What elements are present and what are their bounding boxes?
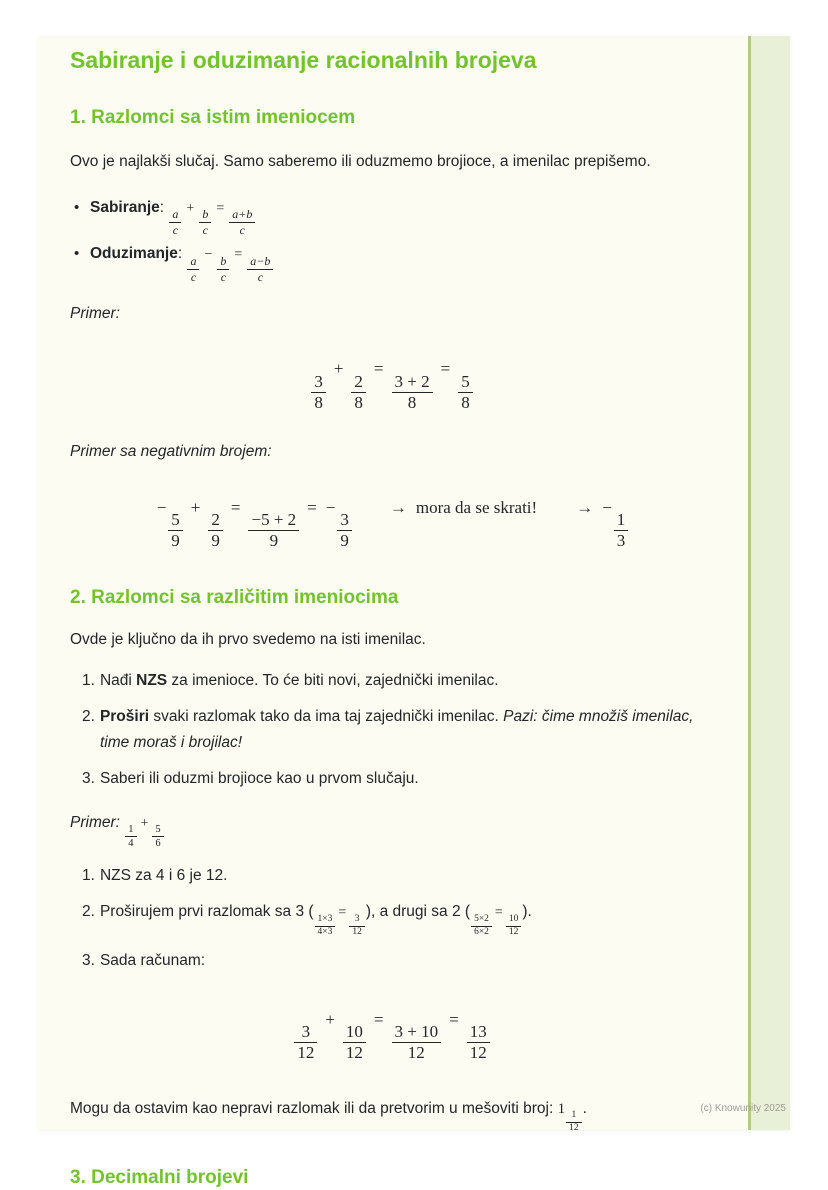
rule-addition-formula — [168, 200, 256, 237]
section1-intro: Ovo je najlakši slučaj. Samo saberemo ili oduzmemo brojioce, a imenilac prepišemo. — [70, 152, 651, 170]
operator: = — [307, 497, 317, 517]
step-item-2 — [82, 704, 714, 756]
denominator: 12 — [294, 1042, 317, 1062]
text: za imenioce. To će biti novi, zajednički imenilac. — [167, 671, 499, 689]
fraction — [208, 511, 223, 550]
text: . — [582, 1099, 587, 1117]
denominator: 6×2 — [471, 926, 492, 938]
copyright: (c) Knowunity 2025 — [700, 1103, 786, 1114]
fraction — [471, 915, 492, 938]
display-formula-1 — [70, 359, 714, 411]
step-text: NZS za 4 i 6 je 12. — [99, 867, 228, 885]
denominator: 12 — [506, 926, 522, 938]
denominator: 9 — [248, 530, 299, 550]
primer-label: Primer: — [70, 305, 120, 323]
numerator: 3 + 10 — [394, 1022, 439, 1042]
bold-text: NZS — [136, 671, 168, 689]
denominator: 8 — [351, 392, 366, 412]
operator: + — [333, 359, 344, 379]
fraction — [392, 373, 433, 412]
operator: = — [216, 200, 225, 216]
section1-heading: 1. Razlomci sa istim imeniocem — [70, 106, 356, 128]
italic-warning: Pazi: čime množiš imenilac, time moraš i brojilac! — [99, 707, 694, 751]
colon: : — [177, 245, 187, 263]
colon: : — [159, 198, 169, 216]
text: ), a drugi sa 2 ( — [365, 903, 471, 921]
denominator: 9 — [168, 530, 183, 550]
example-step-1 — [82, 863, 714, 889]
display-formula-2 — [70, 498, 714, 550]
numerator: 2 — [211, 509, 220, 529]
numerator: 3 — [340, 509, 349, 529]
numerator: b — [220, 253, 227, 268]
minus-sign: − — [156, 497, 167, 517]
fraction — [614, 511, 629, 550]
operator: = — [338, 905, 347, 921]
section2-heading: 2. Razlomci sa različitim imeniocima — [70, 586, 399, 608]
numerator: a — [172, 207, 179, 222]
denominator: c — [229, 222, 255, 237]
step-number: 3. — [82, 769, 95, 787]
fraction — [506, 915, 522, 938]
numerator: 5 — [155, 824, 161, 836]
section2-outro — [70, 1096, 714, 1134]
rule-addition-label: Sabiranje — [90, 198, 160, 216]
right-margin-band — [748, 36, 790, 1130]
fraction — [247, 255, 273, 283]
operator: = — [494, 905, 503, 921]
example-step-2 — [82, 899, 714, 938]
fraction — [294, 1023, 317, 1062]
primer-negative-label: Primer sa negativnim brojem: — [70, 443, 272, 461]
numerator: 3 + 2 — [394, 371, 430, 391]
denominator: 8 — [392, 392, 433, 412]
numerator: a — [190, 253, 197, 268]
mixed-number — [557, 1100, 583, 1134]
numerator: 10 — [508, 913, 519, 924]
minus-sign: − — [325, 497, 336, 517]
bold-text: Proširi — [99, 707, 150, 725]
numerator: 1 — [571, 1110, 577, 1121]
operator: + — [190, 497, 201, 517]
rule-subtraction-label: Oduzimanje — [90, 245, 178, 263]
fraction — [217, 255, 229, 283]
numerator: 1 — [128, 824, 134, 836]
operator: = — [230, 497, 241, 517]
formula-note: mora da se skrati! — [415, 497, 538, 517]
denominator: 12 — [343, 1042, 366, 1062]
page-content — [38, 36, 790, 1189]
arrow-icon: → — [389, 497, 407, 517]
numerator: 5 — [461, 371, 470, 391]
worked-example-steps-list — [70, 863, 714, 974]
rule-subtraction-formula — [186, 247, 274, 284]
operator: = — [373, 1009, 384, 1029]
step-number: 1. — [82, 671, 95, 689]
fraction — [343, 1023, 366, 1062]
step-text — [100, 668, 714, 694]
text: ). — [522, 903, 532, 921]
arrow-icon: → — [576, 497, 594, 517]
primer2-line — [70, 810, 714, 849]
fraction — [229, 208, 255, 236]
step-text — [100, 704, 714, 756]
denominator: 4×3 — [315, 926, 336, 938]
step-item-3 — [82, 766, 714, 792]
primer2-label: Primer: — [70, 813, 125, 831]
operator: + — [325, 1009, 335, 1029]
numerator: 1 — [616, 509, 626, 529]
minus-sign: − — [602, 497, 612, 517]
page-title: Sabiranje i oduzimanje racionalnih brojeva — [70, 47, 537, 73]
fraction — [349, 915, 365, 938]
rule-addition-item — [70, 192, 714, 237]
numerator: 3 — [314, 371, 323, 391]
denominator: 12 — [392, 1042, 442, 1062]
fraction — [169, 208, 181, 236]
denominator: c — [247, 269, 273, 284]
step-text: Sada računam: — [99, 951, 206, 969]
fraction — [467, 1023, 490, 1062]
denominator: c — [169, 222, 181, 237]
operator: + — [186, 200, 195, 216]
operator: = — [234, 247, 243, 263]
denominator: 8 — [458, 392, 473, 412]
operator: + — [140, 815, 149, 831]
section3-heading: 3. Decimalni brojevi — [70, 1167, 249, 1189]
fraction — [152, 824, 163, 849]
rule-subtraction-item — [70, 238, 714, 283]
fraction — [392, 1023, 442, 1062]
numerator: a−b — [250, 253, 271, 268]
operator: = — [440, 359, 451, 379]
step-number: 3. — [82, 951, 95, 969]
fraction — [187, 255, 199, 283]
numerator: a+b — [232, 207, 253, 222]
denominator: 9 — [208, 530, 223, 550]
denominator: 6 — [152, 836, 163, 849]
step-number: 1. — [82, 867, 95, 885]
numerator: 1×3 — [317, 913, 333, 924]
denominator: 4 — [125, 836, 136, 849]
operator: − — [204, 247, 213, 263]
step-item-1 — [82, 668, 714, 694]
denominator: 3 — [614, 530, 629, 550]
text: Mogu da ostavim kao nepravi razlomak ili da pretvorim u mešoviti broj: — [70, 1099, 558, 1117]
numerator: 5×2 — [474, 913, 489, 924]
rules-list — [70, 192, 714, 284]
fraction — [458, 373, 473, 412]
denominator: c — [199, 222, 211, 237]
example-step-3 — [82, 948, 714, 974]
fraction — [168, 511, 183, 550]
step-number: 2. — [82, 707, 95, 725]
numerator: 3 — [301, 1022, 311, 1042]
fraction — [248, 511, 299, 550]
section2-intro: Ovde je ključno da ih prvo svedemo na isti imenilac. — [70, 631, 426, 649]
fraction — [337, 511, 352, 550]
fraction — [199, 208, 211, 236]
numerator: 13 — [469, 1022, 487, 1042]
denominator: 12 — [467, 1042, 490, 1062]
primer2-formula — [124, 815, 164, 850]
fraction — [315, 915, 336, 938]
whole-part: 1 — [557, 1100, 566, 1117]
method-steps-list — [70, 668, 714, 792]
step-text: Saberi ili oduzmi brojioce kao u prvom slučaju. — [99, 769, 419, 787]
document-page — [38, 36, 790, 1189]
denominator: c — [187, 269, 199, 284]
fraction — [125, 824, 136, 849]
denominator: 12 — [566, 1122, 582, 1134]
operator: = — [449, 1009, 459, 1029]
denominator: 8 — [311, 392, 326, 412]
fraction — [311, 373, 326, 412]
numerator: 2 — [354, 371, 363, 391]
display-formula-3 — [70, 1010, 714, 1062]
numerator: 10 — [345, 1022, 363, 1042]
numerator: 5 — [171, 509, 180, 529]
numerator: −5 + 2 — [251, 509, 297, 529]
text: Proširujem prvi razlomak sa 3 ( — [99, 903, 314, 921]
fraction — [566, 1111, 582, 1134]
numerator: b — [202, 207, 209, 222]
numerator: 3 — [354, 913, 360, 924]
denominator: 9 — [337, 530, 352, 550]
step-text — [100, 899, 714, 938]
text: Nađi — [99, 671, 137, 689]
text: svaki razlomak tako da ima taj zajednički imenilac. — [149, 707, 504, 725]
operator: = — [373, 359, 384, 379]
step-number: 2. — [82, 903, 95, 921]
fraction — [351, 373, 366, 412]
denominator: c — [217, 269, 229, 284]
denominator: 12 — [349, 926, 365, 938]
